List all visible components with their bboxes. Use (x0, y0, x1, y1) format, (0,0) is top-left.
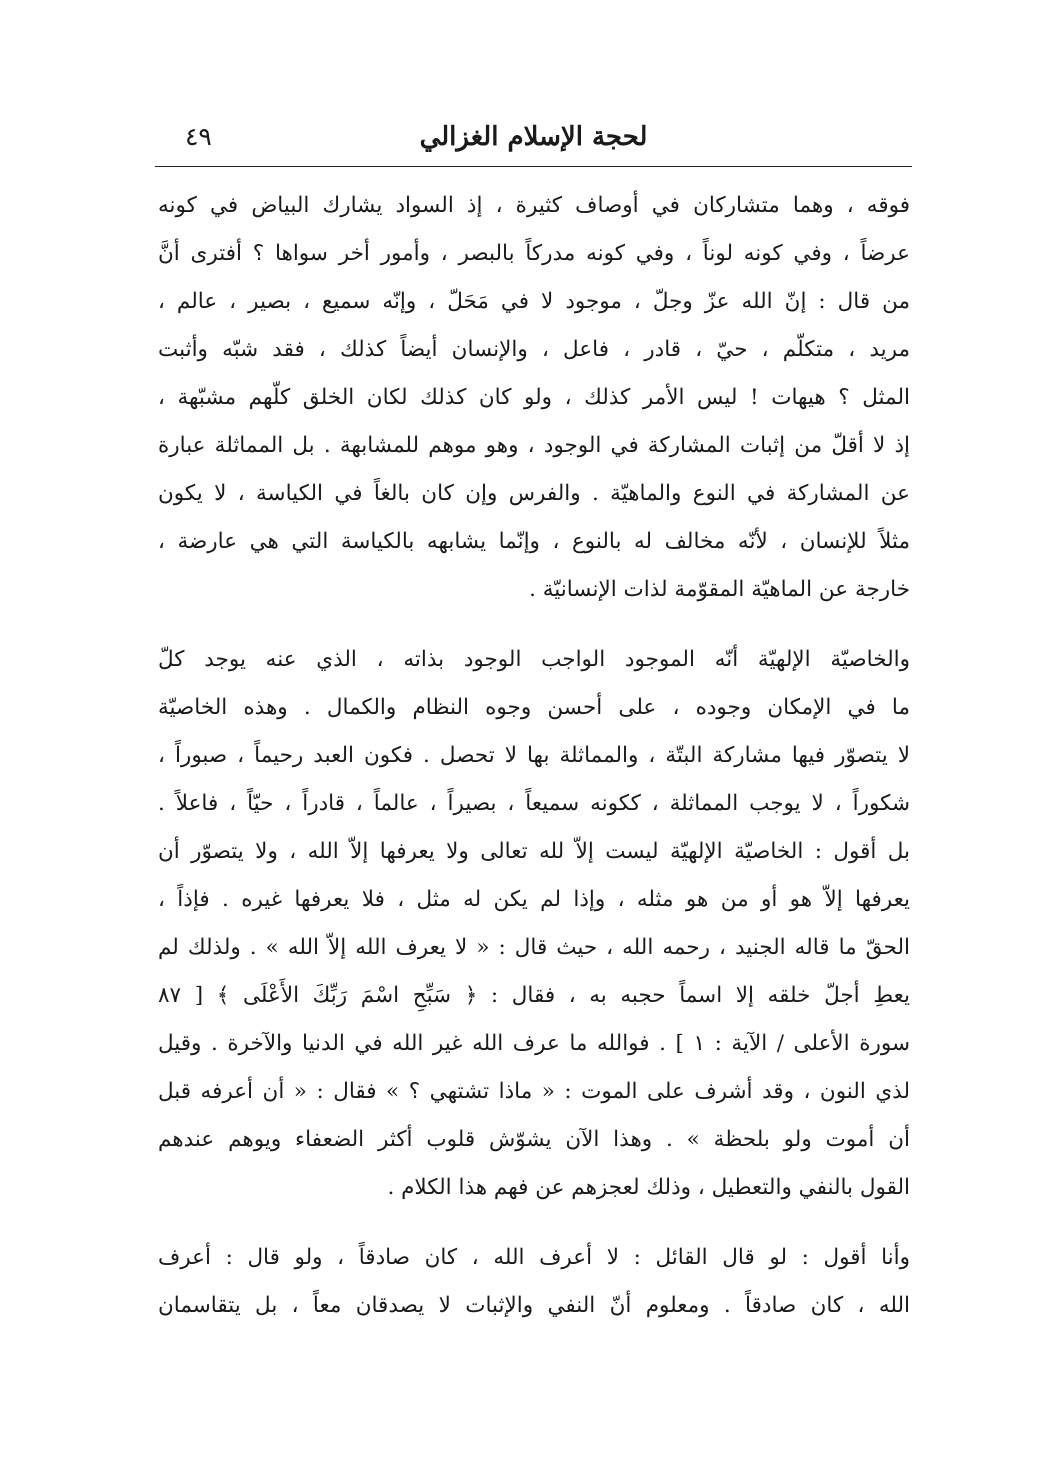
body-text (158, 182, 910, 1330)
text-line: خارجة عن الماهيّة المقوّمة لذات الإنسانيّة . (529, 577, 910, 602)
text-line: من قال : إنّ الله عزّ وجلّ ، موجود لا في مَحَلّ ، وإنّه سميع ، بصير ، عالم ، (158, 289, 910, 314)
text-line: الحقّ ما قاله الجنيد ، رحمه الله ، حيث قال : « لا يعرف الله إلاّ الله » . ولذلك لم (158, 935, 910, 960)
text-line: الله ، كان صادقاً . ومعلوم أنّ النفي والإثبات لا يصدقان معاً ، بل يتقاسمان (158, 1293, 910, 1318)
text-line: عرضاً ، وفي كونه لوناً ، وفي كونه مدركاً بالبصر ، وأمور أخر سواها ؟ أفترى أنَّ (158, 241, 910, 266)
header-rule (155, 166, 912, 167)
text-line: ما في الإمكان وجوده ، على أحسن وجوه النظام والكمال . وهذه الخاصيّة (158, 695, 910, 720)
text-line: وأنا أقول : لو قال القائل : لا أعرف الله ، كان صادقاً ، ولو قال : أعرف (158, 1245, 910, 1270)
text-line: مثلاً للإنسان ، لأنّه مخالف له بالنوع ، وإنّما يشابهه بالكياسة التي هي عارضة ، (158, 529, 910, 554)
page-header (155, 108, 912, 170)
text-line: لذي النون ، وقد أشرف على الموت : « ماذا تشتهي ؟ » فقال : « أن أعرفه قبل (158, 1079, 910, 1104)
text-line: عن المشاركة في النوع والماهيّة . والفرس وإن كان بالغاً في الكياسة ، لا يكون (158, 481, 910, 506)
text-line: يعرفها إلاّ هو أو من هو مثله ، وإذا لم يكن له مثل ، فلا يعرفها غيره . فإذاً ، (158, 887, 910, 912)
text-line: المثل ؟ هيهات ! ليس الأمر كذلك ، ولو كان كذلك لكان الخلق كلّهم مشبّهة ، (158, 385, 910, 410)
text-line: أن أموت ولو بلحظة » . وهذا الآن يشوّش قلوب أكثر الضعفاء ويوهم عندهم (158, 1127, 910, 1152)
paragraph-1 (158, 182, 910, 614)
text-line: والخاصيّة الإلهيّة أنّه الموجود الواجب الوجود بذاته ، الذي عنه يوجد كلّ (158, 647, 910, 672)
text-line: إذ لا أقلّ من إثبات المشاركة في الوجود ، وهو موهم للمشابهة . بل المماثلة عبارة (158, 433, 910, 458)
text-line: شكوراً ، لا يوجب المماثلة ، ككونه سميعاً ، بصيراً ، عالماً ، قادراً ، حيّاً ، فاعلاً . (158, 791, 910, 816)
paragraph-spacer (158, 1212, 910, 1234)
text-line: بل أقول : الخاصيّة الإلهيّة ليست إلاّ لله تعالى ولا يعرفها إلاّ الله ، ولا يتصوّر أن (158, 839, 910, 864)
text-line: فوقه ، وهما متشاركان في أوصاف كثيرة ، إذ السواد يشارك البياض في كونه (158, 193, 910, 218)
text-line: سورة الأعلى / الآية : ١ ] . فوالله ما عرف الله غير الله في الدنيا والآخرة . وقيل (158, 1031, 910, 1056)
text-line: القول بالنفي والتعطيل ، وذلك لعجزهم عن فهم هذا الكلام . (387, 1175, 910, 1200)
text-line: مريد ، متكلّم ، حيّ ، قادر ، فاعل ، والإنسان أيضاً كذلك ، فقد شبّه وأثبت (158, 337, 910, 362)
paragraph-3 (158, 1234, 910, 1330)
running-title: لحجة الإسلام الغزالي (419, 122, 648, 152)
paragraph-spacer (158, 614, 910, 636)
page-number: ٤٩ (185, 122, 212, 151)
text-line: يعطِ أجلّ خلقه إلا اسماً حجبه به ، فقال : ﴿ سَبِّحِ اسْمَ رَبِّكَ الأَعْلَى ﴾ [ ٨٧ (158, 983, 910, 1008)
paragraph-2 (158, 636, 910, 1212)
text-line: لا يتصوّر فيها مشاركة البتّة ، والمماثلة بها لا تحصل . فكون العبد رحيماً ، صبوراً ، (158, 743, 910, 768)
